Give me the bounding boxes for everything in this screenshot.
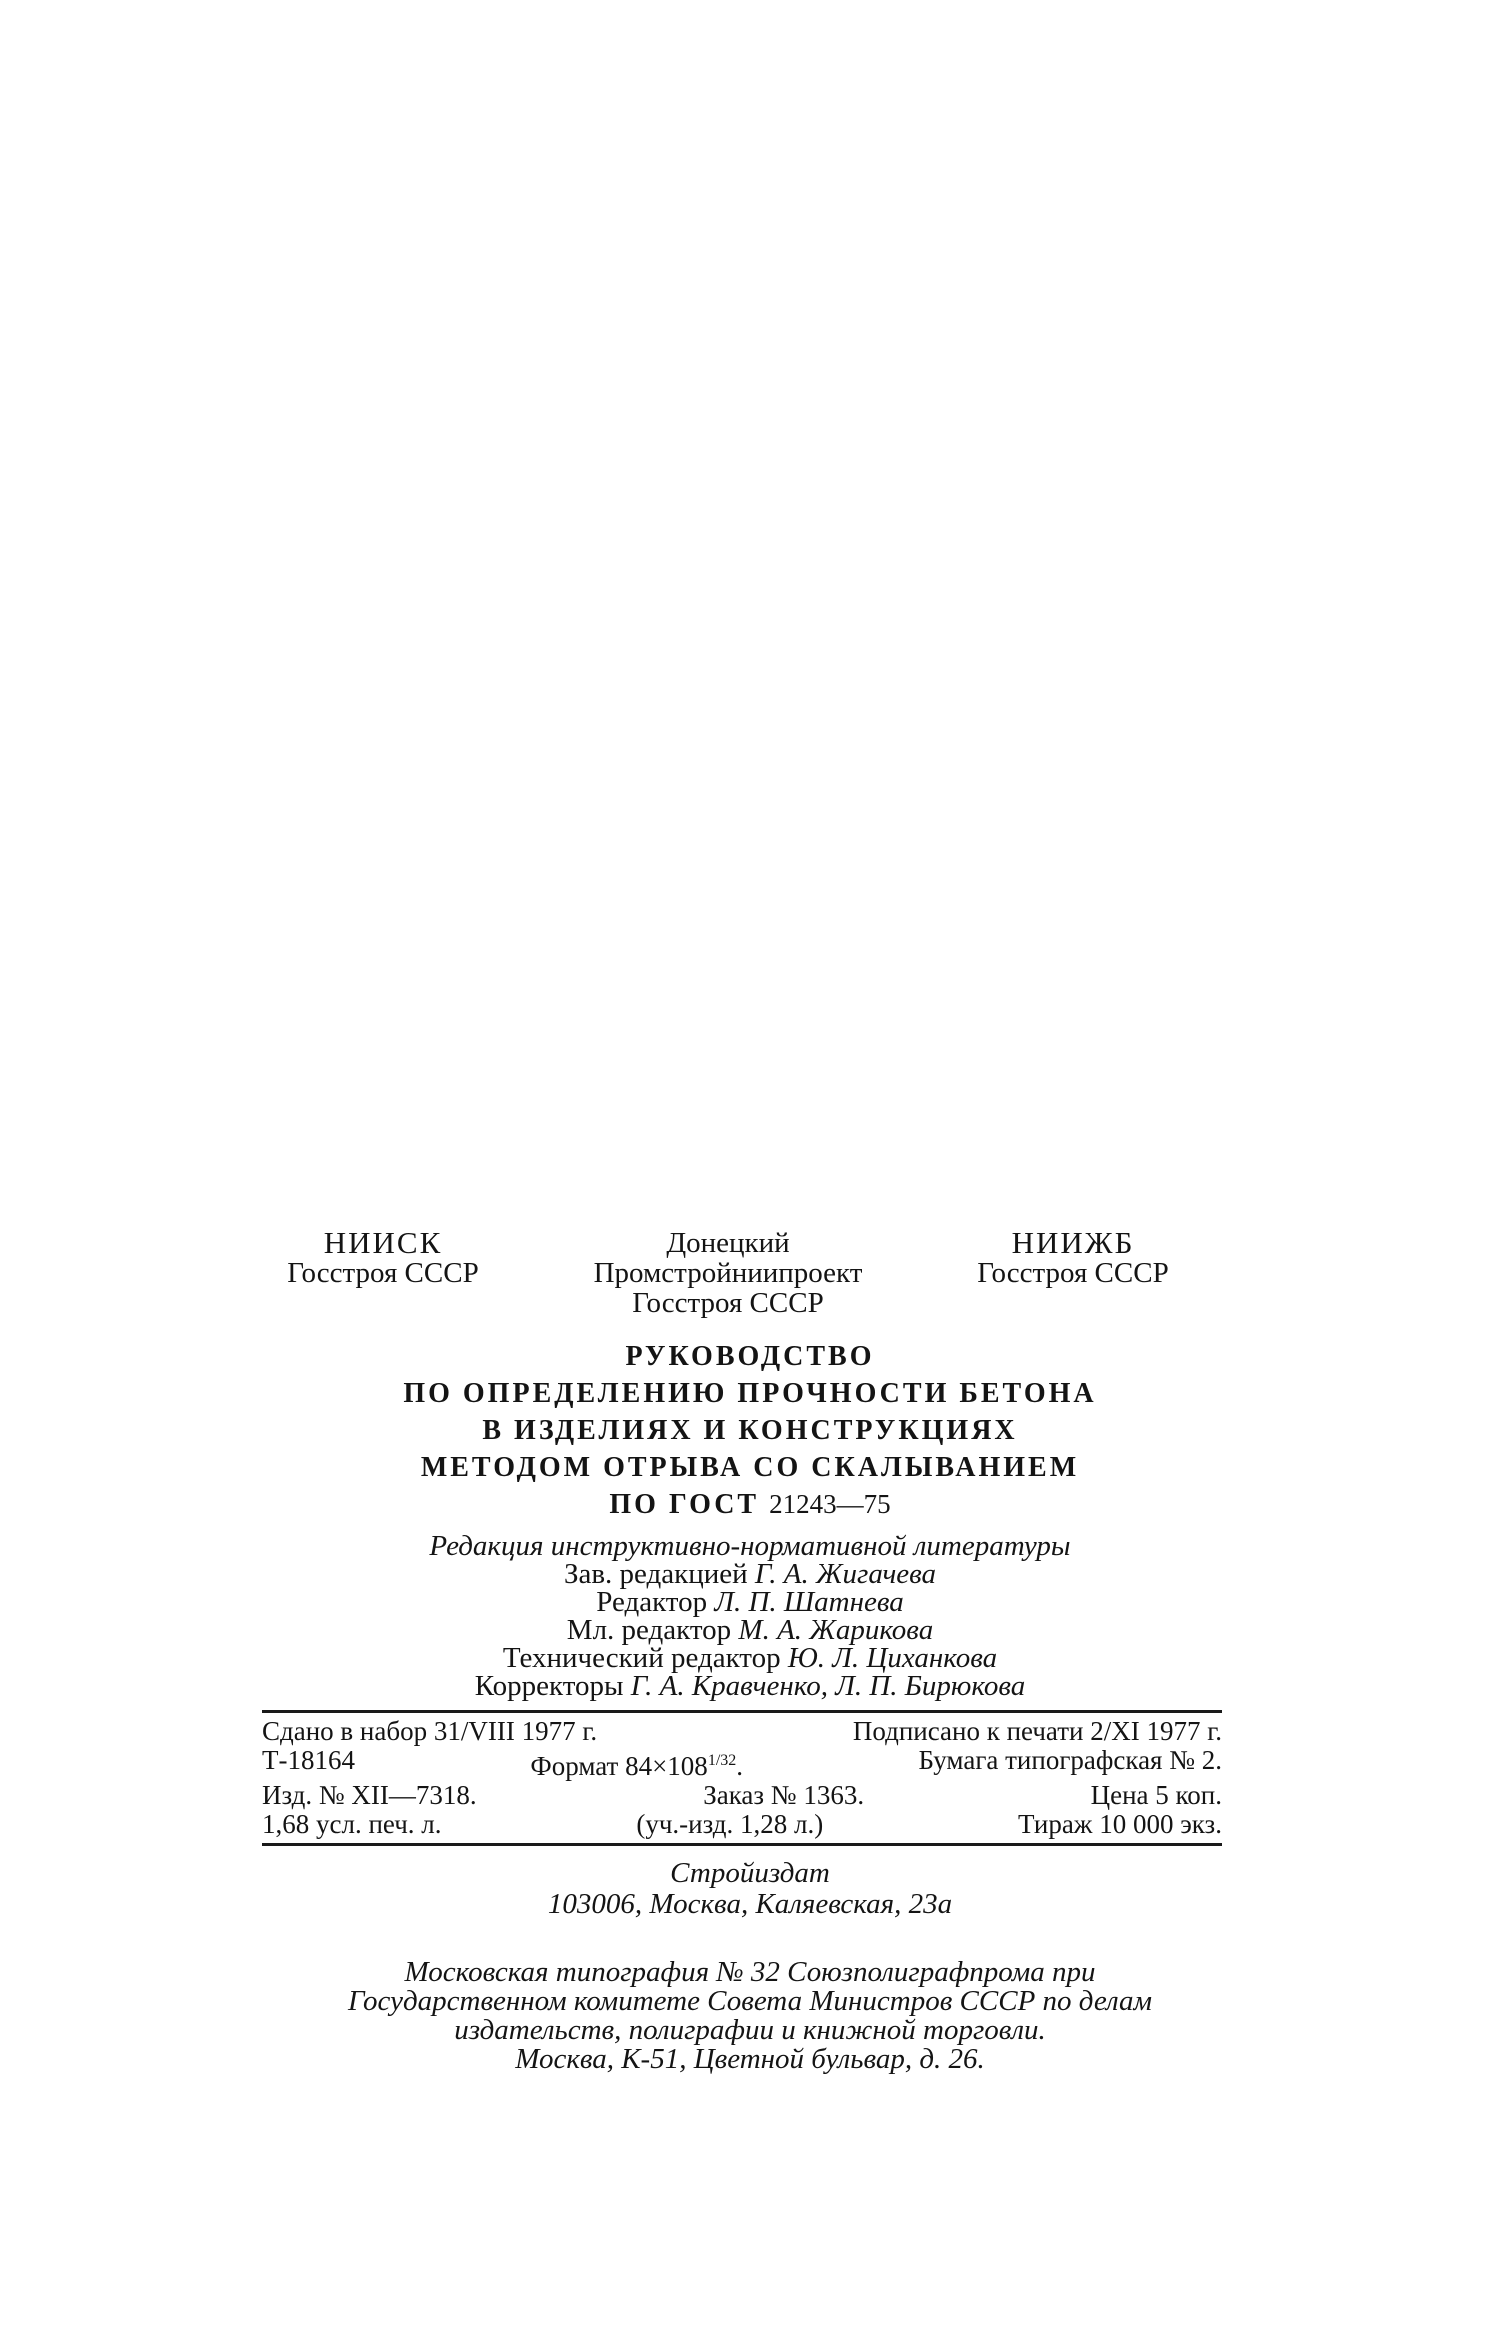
- title-line: РУКОВОДСТВО: [625, 1341, 875, 1372]
- title-line-gost: [250, 1486, 1250, 1523]
- org-name: НИИСК: [323, 1225, 443, 1260]
- organization-niizhb: [948, 1225, 1198, 1289]
- organization-donetsk: [558, 1228, 898, 1318]
- printer-line: издательств, полиграфии и книжной торговли.: [454, 2014, 1046, 2046]
- title-line: В ИЗДЕЛИЯХ И КОНСТРУКЦИЯХ: [482, 1415, 1018, 1446]
- divider-top: [262, 1710, 1222, 1713]
- publisher-name: Стройиздат: [670, 1857, 830, 1889]
- title-line: ПО ОПРЕДЕЛЕНИЮ ПРОЧНОСТИ БЕТОНА: [403, 1378, 1097, 1409]
- proofreaders-credit: Корректоры Г. А. Кравченко, Л. П. Бирюкова: [474, 1670, 1026, 1702]
- publisher-info: [250, 1858, 1250, 1920]
- imprint-row: Сдано в набор 31/VIII 1977 г. Подписано к печати 2/XI 1977 г.: [262, 1716, 1222, 1746]
- org-sub: Госстроя СССР: [287, 1257, 479, 1289]
- tech-editor-credit: Технический редактор Ю. Л. Циханкова: [502, 1642, 998, 1674]
- gost-number: 21243—75: [769, 1489, 891, 1519]
- document-title: [250, 1338, 1250, 1523]
- organizations-header: [258, 1225, 1198, 1319]
- imprint-block: [262, 1717, 1222, 1839]
- editor-credit: Редактор Л. П. Шатнева: [596, 1586, 904, 1618]
- title-line: МЕТОДОМ ОТРЫВА СО СКАЛЫВАНИЕМ: [420, 1452, 1080, 1483]
- imprint-row: Изд. № XII—7318. Заказ № 1363. Цена 5 коп.: [262, 1780, 1222, 1810]
- publisher-address: 103006, Москва, Каляевская, 23а: [547, 1888, 953, 1920]
- imprint-row: Т-18164 Формат $84\times 108^{1/32}$. Бумага типографская № 2.: [262, 1745, 1222, 1781]
- printer-line: Москва, К-51, Цветной бульвар, д. 26.: [515, 2043, 985, 2075]
- printer-info: [250, 1958, 1250, 2074]
- printer-line: Государственном комитете Совета Министров СССР по делам: [348, 1985, 1152, 2017]
- divider-bottom: [262, 1843, 1222, 1846]
- org-sub: Промстройниипроект: [593, 1257, 863, 1289]
- organization-niisk: [258, 1225, 508, 1289]
- imprint-row: 1,68 усл. печ. л. (уч.-изд. 1,28 л.) Тираж 10 000 экз.: [262, 1809, 1222, 1839]
- head-editor-credit: Зав. редакцией Г. А. Жигачева: [563, 1558, 937, 1590]
- org-name: Донецкий: [666, 1227, 790, 1259]
- junior-editor-credit: Мл. редактор М. А. Жарикова: [566, 1614, 934, 1646]
- editorial-department: Редакция инструктивно-нормативной литературы: [429, 1530, 1071, 1562]
- org-sub: Госстроя СССР: [977, 1257, 1169, 1289]
- org-name: НИИЖБ: [1011, 1225, 1135, 1260]
- printer-line: Московская типография № 32 Союзполиграфпрома при: [404, 1956, 1096, 1988]
- gost-prefix: ПО ГОСТ: [609, 1489, 760, 1520]
- org-sub: Госстроя СССР: [632, 1287, 824, 1319]
- editorial-credits: [250, 1532, 1250, 1700]
